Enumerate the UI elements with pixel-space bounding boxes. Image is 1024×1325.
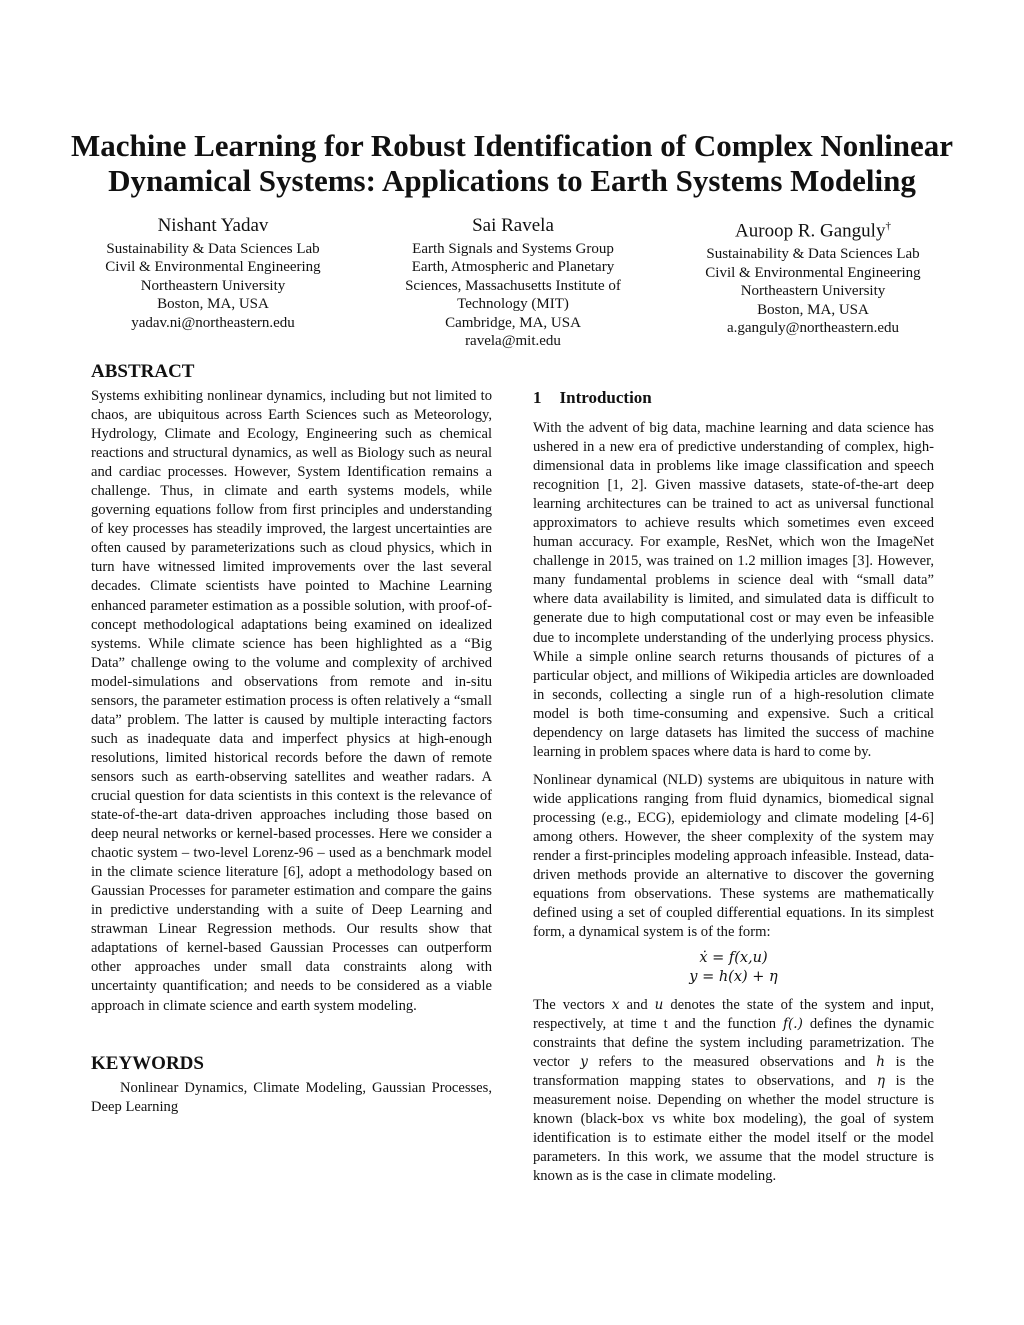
author-name: Sai Ravela [472,215,554,236]
author-affiliation: Boston, MA, USA [157,296,269,313]
section-title: Introduction [559,388,652,407]
p3-text: refers to the measured observations and [587,1054,877,1071]
author-affiliation: Boston, MA, USA [757,301,869,318]
var-h: h [876,1054,885,1071]
author-block-ganguly [670,214,956,337]
intro-paragraph-3 [533,996,934,1186]
intro-paragraph-2: Nonlinear dynamical (NLD) systems are ubiquitous in nature with wide applications ranging from fluid dynamics, biomedical signal processing (e.g., ECG), epidemiology and climate modeling [4-6] among others. However, the sheer complexity of the system may render a first-principles modeling approach infeasible. Instead, data-driven methods provide an alternative to discover the governing equations from observations. These systems are mathematically defined using a set of coupled differential equations. In its simplest form, a dynamical system is of the form: [533,772,934,941]
corresponding-author-dagger: † [885,220,891,232]
var-eta: η [876,1073,885,1090]
author-affiliation: Northeastern University [740,283,886,300]
author-affiliation: Earth, Atmospheric and Planetary [411,259,615,276]
var-y: y [580,1054,588,1071]
section-number: 1 [533,388,542,407]
p3-text: is the transformation mapping states to observations, and [533,1054,934,1090]
author-affiliation: Sustainability & Data Sciences Lab [106,241,320,257]
keywords-text: Nonlinear Dynamics, Climate Modeling, Gaussian Processes, Deep Learning [91,1080,492,1116]
observation-equation: y = h(x) + η [689,969,778,985]
author-name: Nishant Yadav [157,215,269,236]
p3-text: The vectors [533,997,612,1013]
author-affiliation: Cambridge, MA, USA [445,314,581,331]
author-email: a.ganguly@northeastern.edu [726,319,900,336]
author-block-yadav [70,214,356,332]
author-affiliation: Sustainability & Data Sciences Lab [706,246,920,263]
author-name-text: Auroop R. Ganguly [735,220,886,242]
p3-text: and [619,997,655,1013]
system-equations [533,949,934,987]
intro-paragraph-1: With the advent of big data, machine learning and data science has ushered in a new era of predictive understanding of complex, high-dimensional data in problems like image classification and speech recognition [1, 2]. Given massive datasets, state-of-the-art deep learning architectures can be trained to act as universal functional approximators to achieve results which sometimes even exceed human accuracy. For example, ResNet, which won the ImageNet challenge in 2015, was trained on 1.2 million images [3]. However, many fundamental problems in science deal with “small data” where data availability is limited, and simulated data is difficult to generate due to high computational cost or may even be infeasible due to incomplete understanding of the underlying process physics. While a simple online search returns thousands of pictures of a particular object, and millions of Wikipedia articles are downloaded in seconds, collecting a single run of a high-resolution climate model is both time-consuming and expensive. Such a critical dependency on large datasets has limited the success of machine learning in problem spaces where data is hard to come by. [533,420,934,760]
introduction-heading [533,388,652,408]
var-u: u [654,997,664,1013]
keywords-heading: KEYWORDS [91,1053,204,1074]
title-line-1: Machine Learning for Robust Identification of Complex Nonlinear [70,128,954,163]
author-name [670,214,956,243]
author-block-ravela [368,214,658,350]
author-email: yadav.ni@northeastern.edu [131,314,295,331]
title-line-2: Dynamical Systems: Applications to Earth Systems Modeling [108,163,916,198]
p3-text: is the measurement noise. Depending on whether the model structure is known (black-box vs white box modeling), the goal of system identification is to estimate either the model itself or the model parameters. In this work, we assume that the model structure is known as is the case in climate modeling. [533,1073,934,1185]
state-equation: ẋ = f(x,u) [699,950,768,966]
abstract-text: Systems exhibiting nonlinear dynamics, including but not limited to chaos, are ubiquitous across Earth Sciences such as Meteorology, Hydrology, Climate and Ecology, Engineering such as chemical reactions and structural dynamics, as well as Biology such as neural and cardiac processes. However, System Identification remains a challenge. Thus, in climate and earth systems models, while governing equations follow from first principles and understanding of key processes has steadily improved, the largest uncertainties are often caused by parameterizations such as cloud physics, which in turn have witnessed limited improvements over the last several decades. Climate scientists have pointed to Machine Learning enhanced parameter estimation as a possible solution, with proof-of-concept methodological adaptations being examined on idealized systems. While climate science has been highlighted as a “Big Data” challenge owing to the volume and complexity of archived model-simulations and observations from remote and in-situ sensors, the parameter estimation process is often relatively a “small data” problem. The latter is caused by multiple interacting factors such as inadequate data and imperfect physics at high-enough resolutions, limited historical records before the dawn of remote sensors such as earth-observing satellites and weather radars. A crucial question for data scientists in this context is the relevance of state-of-the-art data-driven approaches including those based on deep neural networks or kernel-based processes. Here we consider a chaotic system – two-level Lorenz-96 – used as a benchmark model in the climate science literature [6], adopt a methodology based on Gaussian Processes for parameter estimation and compare the gains in predictive understanding with a suite of Deep Learning and strawman Linear Regression methods. Our results show that adaptations of kernel-based Gaussian Processes can outperform other approaches under small data constraints along with uncertainty quantification; and needs to be considered as a viable approach in climate science and earth system modeling. [91,388,492,1014]
p3-text: denotes the state of the system and input, respectively, at time t and the function [533,997,934,1033]
author-affiliation: Northeastern University [140,277,286,294]
p3-text: defines the dynamic constraints that define the system including parametrization. The vector [533,1016,934,1071]
author-affiliation: Civil & Environmental Engineering [105,259,321,276]
abstract-heading: ABSTRACT [91,361,195,382]
author-affiliation: Sciences, Massachusetts Institute of [405,277,621,294]
author-affiliation: Civil & Environmental Engineering [705,264,921,281]
author-affiliation: Earth Signals and Systems Group [412,241,614,257]
author-email: ravela@mit.edu [465,333,561,350]
var-f: f(.) [783,1016,803,1033]
author-affiliation: Technology (MIT) [457,296,569,313]
paper-title [60,128,964,198]
var-x: x [611,997,620,1013]
